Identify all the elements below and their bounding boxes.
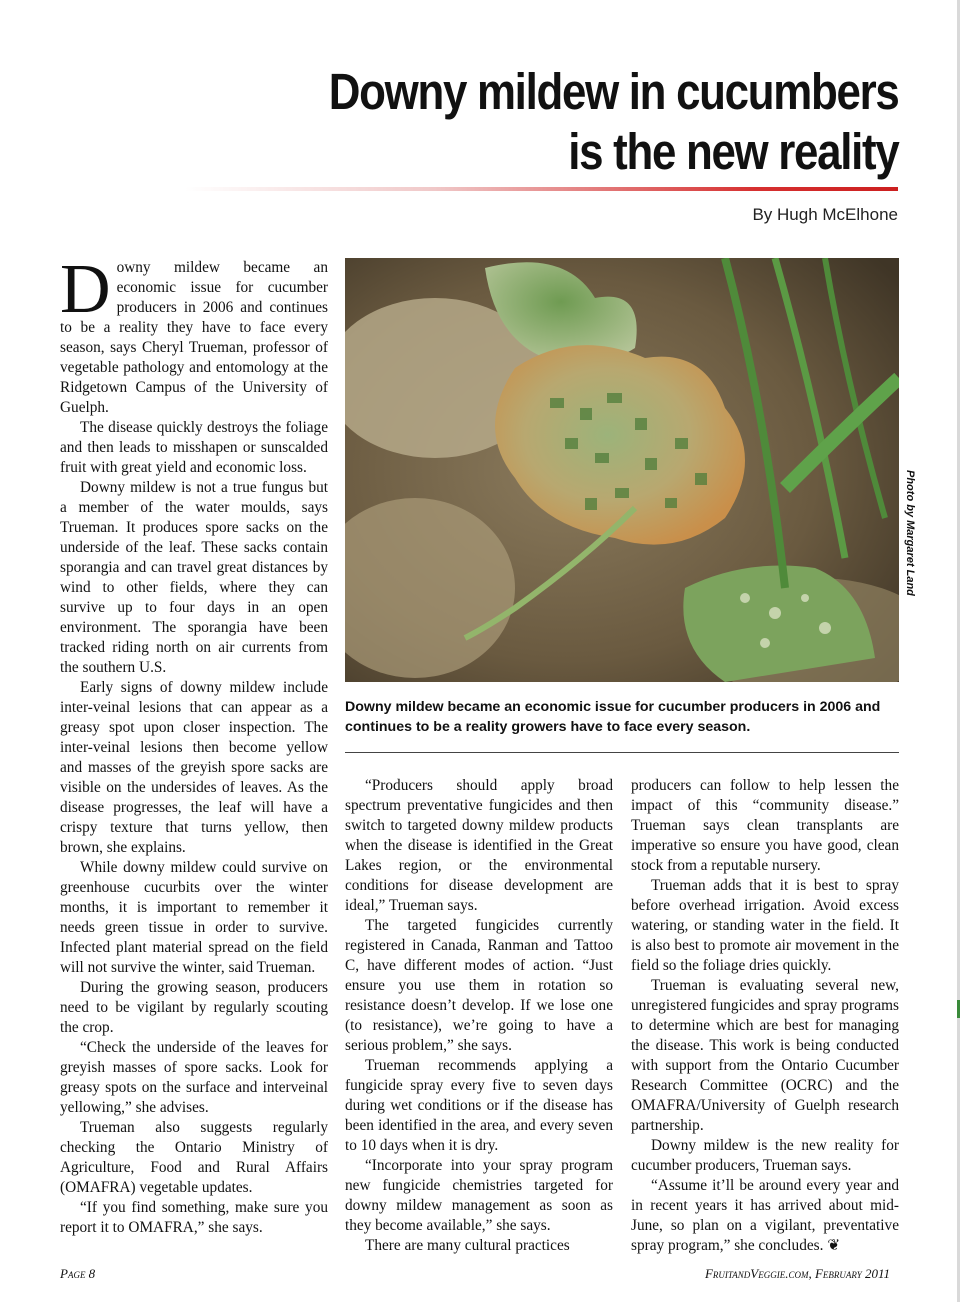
title-rule xyxy=(185,187,898,191)
lead-text: owny mildew became an economic issue for cucumber producers in 2006 and continues to be a reality they have to face every season, says Cheryl Trueman, professor of vegetable pathology and entomology at the Ridgetown Campus of the University of Guelph. xyxy=(60,259,328,416)
column-2 xyxy=(345,776,613,1256)
publication-info: FruitandVeggie.com, February 2011 xyxy=(704,1266,890,1281)
title-line-1: Downy mildew in cucumbers xyxy=(328,63,898,120)
closing-paragraph xyxy=(631,1176,899,1256)
paragraph: The disease quickly destroys the foliage and then leads to misshapen or sunscalded fruit with great yield and economic loss. xyxy=(60,419,328,476)
paragraph: Trueman also suggests regularly checking the Ontario Ministry of Agriculture, Food and Rural Affairs (OMAFRA) vegetable updates. xyxy=(60,1119,328,1196)
drop-cap: D xyxy=(60,251,111,328)
column-3 xyxy=(631,776,899,1256)
caption-rule xyxy=(345,752,899,753)
paragraph: Downy mildew is the new reality for cucumber producers, Trueman says. xyxy=(631,1137,899,1174)
leaf-photo xyxy=(345,258,899,682)
column-1 xyxy=(60,251,328,1238)
paragraph: “Incorporate into your spray program new fungicide chemistries targeted for downy mildew management as soon as they become available,” she says. xyxy=(345,1157,613,1234)
paragraph: Downy mildew is not a true fungus but a member of the water moulds, says Trueman. It produces spore sacks on the underside of the leaf. These sacks contain sporangia and can travel great distances by wind to other fields, where they can survive up to four days in an open environment. The sporangia have been tracked riding north on air currents from the southern U.S. xyxy=(60,479,328,676)
photo-caption: Downy mildew became an economic issue for cucumber producers in 2006 and continues to be a reality growers have to face every season. xyxy=(345,699,881,735)
paragraph: “Check the underside of the leaves for greyish masses of spore sacks. Look for greasy spots on the surface and interveinal yellowing,” she advises. xyxy=(60,1039,328,1116)
paragraph: Trueman recommends applying a fungicide spray every five to seven days during wet conditions or if the disease has been identified in the area, and every seven to 10 days when it is dry. xyxy=(345,1057,613,1154)
title-line-2: is the new reality xyxy=(567,123,898,180)
paragraph: Trueman is evaluating several new, unregistered fungicides and spray programs to determine which are best for managing the disease. This work is being conducted with support from the Ontario Cucumber Research Committee (OCRC) and the OMAFRA/University of Guelph research partnership. xyxy=(631,977,899,1134)
paragraph: The targeted fungicides currently registered in Canada, Ranman and Tattoo C, have different modes of action. “Just ensure you use them in rotation so resistance doesn’t develop. If we lose one (to resistance), we’re going to have a serious problem,” she says. xyxy=(345,917,613,1054)
paragraph: During the growing season, producers need to be vigilant by regularly scouting the crop. xyxy=(60,979,328,1036)
photo-credit xyxy=(898,470,918,682)
page-number: Page 8 xyxy=(60,1266,96,1281)
end-mark-icon: ❦ xyxy=(827,1237,841,1254)
lead-paragraph xyxy=(60,251,328,418)
closing-text: “Assume it’ll be around every year and in recent years it has arrived about mid-June, so plan on a vigilant, preventative spray program,” she concludes. xyxy=(631,1177,899,1254)
paragraph: There are many cultural practices xyxy=(365,1237,570,1254)
paragraph: Trueman adds that it is best to spray before overhead irrigation. Avoid excess watering, or standing water in the field. It is also best to promote air movement in the field so the foliage dries quickly. xyxy=(631,877,899,974)
leaf-illustration xyxy=(345,258,899,682)
paragraph: Early signs of downy mildew include inter-veinal lesions that can appear as a greasy spot upon closer inspection. The inter-veinal lesions then become yellow and masses of the greyish spore sacks are visible on the undersides of leaves. As the disease progresses, the leaf will have a crispy texture that turns yellow, then brown, she explains. xyxy=(60,679,328,856)
paragraph: While downy mildew could survive on greenhouse cucurbits over the winter months, it is important to remember it needs green tissue in order to survive. Infected plant material spread on the field will not survive the winter, said Trueman. xyxy=(60,859,328,976)
byline: By Hugh McElhone xyxy=(752,205,898,224)
article-title xyxy=(328,62,898,182)
paragraph: “If you find something, make sure you report it to OMAFRA,” she says. xyxy=(60,1199,328,1236)
paragraph: “Producers should apply broad spectrum preventative fungicides and then switch to targeted downy mildew products when the disease is identified in the Great Lakes region, or the environmental conditions for disease development are ideal,” Trueman says. xyxy=(345,777,613,914)
photo-credit-text: Photo by Margaret Land xyxy=(904,470,916,596)
paragraph: producers can follow to help lessen the impact of this “community disease.” Trueman says clean transplants are imperative so ensure you have good, clean stock from a reputable nursery. xyxy=(631,777,899,874)
